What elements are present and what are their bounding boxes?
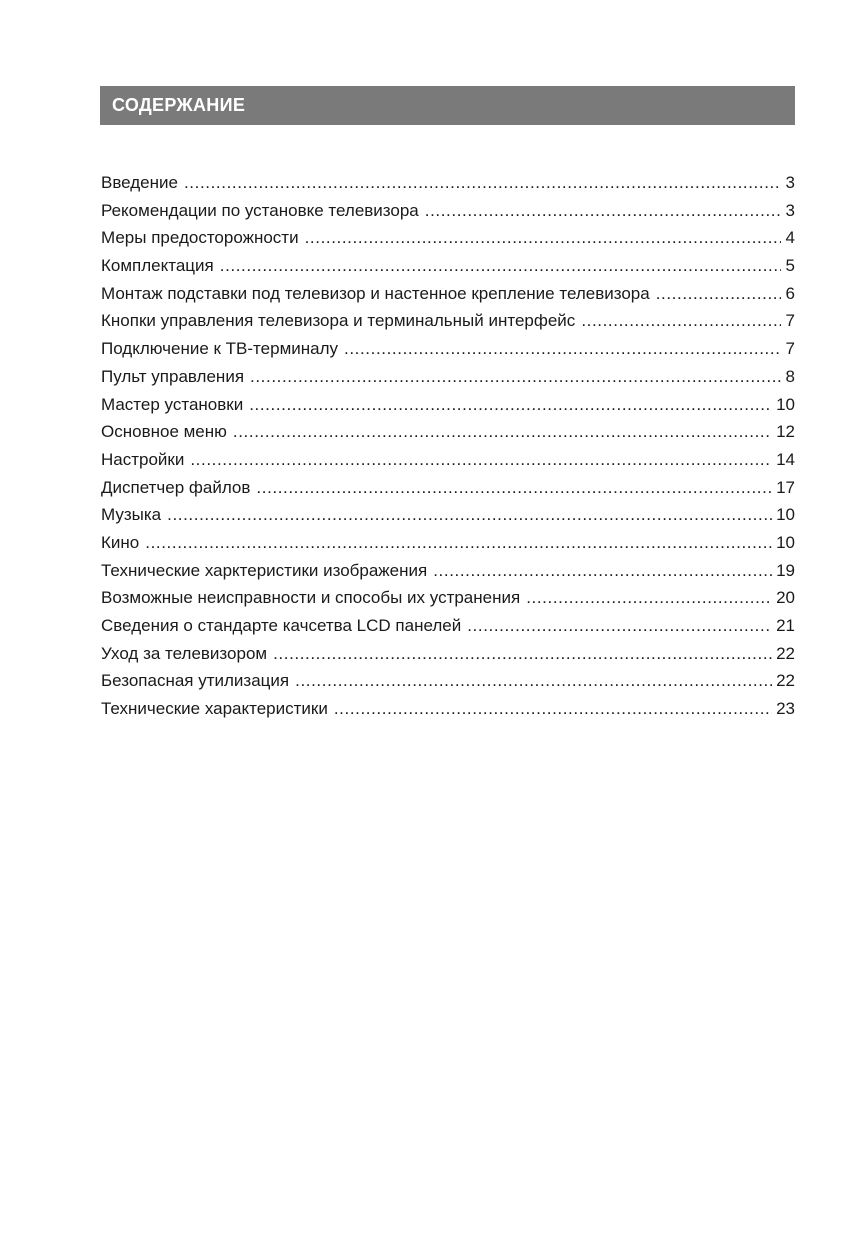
- toc-entry-title: Музыка: [101, 505, 162, 525]
- dot-leader: [167, 501, 772, 529]
- dot-leader: [233, 418, 772, 446]
- toc-entry-page: 3: [785, 200, 795, 220]
- toc-entry-title: Сведения о стандарте качсетва LCD панелей: [101, 616, 462, 635]
- toc-entry-page: 7: [785, 311, 795, 331]
- dot-leader: [145, 529, 772, 557]
- dot-leader: [184, 169, 781, 197]
- toc-entry-title: Подключение к ТВ-терминалу: [101, 339, 339, 359]
- toc-entry-page: 21: [776, 616, 795, 635]
- dot-leader: [656, 280, 781, 308]
- toc-entry-title: Рекомендации по установке телевизора: [101, 200, 419, 220]
- toc-entry-movies[interactable]: [101, 529, 795, 557]
- dot-leader: [433, 557, 772, 585]
- toc-entry-page: 10: [776, 394, 795, 414]
- toc-entry-safe-disposal[interactable]: [101, 667, 795, 695]
- toc-entry-page: 5: [785, 256, 795, 276]
- toc-entry-page: 6: [785, 283, 795, 303]
- dot-leader: [273, 640, 772, 668]
- toc-entry-page: 7: [785, 339, 795, 359]
- toc-entry-installation-recommendations[interactable]: [101, 197, 795, 225]
- toc-entry-title: Технические характеристики: [101, 699, 328, 719]
- dot-leader: [334, 695, 772, 723]
- toc-entry-title: Кнопки управления телевизора и терминальный интерфейс: [101, 311, 576, 331]
- toc-entry-title: Диспетчер файлов: [101, 477, 251, 497]
- dot-leader: [305, 224, 781, 252]
- toc-entry-precautions[interactable]: [101, 224, 795, 252]
- toc-entry-title: Настройки: [101, 449, 185, 469]
- dot-leader: [344, 335, 781, 363]
- toc-entry-page: 19: [776, 560, 795, 580]
- toc-entry-page: 14: [776, 449, 795, 469]
- dot-leader: [250, 363, 781, 391]
- toc-entry-remote-control[interactable]: [101, 363, 795, 391]
- toc-entry-package-contents[interactable]: [101, 252, 795, 280]
- toc-entry-tv-terminal-connection[interactable]: [101, 335, 795, 363]
- dot-leader: [220, 252, 781, 280]
- dot-leader: [526, 584, 772, 612]
- toc-entry-title: Технические харктеристики изображения: [101, 560, 428, 580]
- toc-entry-file-manager[interactable]: [101, 474, 795, 502]
- toc-entry-technical-specs[interactable]: [101, 695, 795, 723]
- contents-header-bar: [100, 86, 795, 125]
- dot-leader: [581, 307, 781, 335]
- toc-entry-title: Возможные неисправности и способы их устранения: [101, 588, 521, 608]
- toc-entry-page: 22: [776, 671, 795, 691]
- toc-entry-title: Введение: [101, 173, 178, 192]
- toc-entry-title: Меры предосторожности: [101, 228, 299, 248]
- toc-entry-title: Основное меню: [101, 422, 227, 442]
- toc-entry-title: Кино: [101, 532, 140, 552]
- toc-entry-lcd-panel-standard[interactable]: [101, 612, 795, 640]
- toc-entry-page: 20: [776, 588, 795, 608]
- toc-entry-title: Монтаж подставки под телевизор и настенное крепление телевизора: [101, 283, 650, 303]
- dot-leader: [249, 391, 772, 419]
- toc-entry-page: 23: [776, 699, 795, 719]
- toc-entry-setup-wizard[interactable]: [101, 391, 795, 419]
- toc-entry-stand-and-wall-mount[interactable]: [101, 280, 795, 308]
- toc-entry-title: Комплектация: [101, 256, 214, 276]
- dot-leader: [425, 197, 781, 225]
- toc-entry-title: Уход за телевизором: [101, 643, 268, 663]
- toc-entry-title: Мастер установки: [101, 394, 244, 414]
- dot-leader: [256, 474, 772, 502]
- toc-entry-page: 10: [776, 532, 795, 552]
- dot-leader: [467, 612, 772, 640]
- toc-entry-page: 3: [785, 173, 795, 192]
- toc-entry-settings[interactable]: [101, 446, 795, 474]
- toc-entry-main-menu[interactable]: [101, 418, 795, 446]
- toc-entry-music[interactable]: [101, 501, 795, 529]
- toc-entry-troubleshooting[interactable]: [101, 584, 795, 612]
- dot-leader: [295, 667, 772, 695]
- toc-entry-title: Безопасная утилизация: [101, 671, 290, 691]
- toc-entry-control-buttons-interface[interactable]: [101, 307, 795, 335]
- toc-entry-page: 17: [776, 477, 795, 497]
- table-of-contents: [101, 169, 795, 723]
- toc-entry-title: Пульт управления: [101, 366, 245, 386]
- toc-entry-page: 12: [776, 422, 795, 442]
- toc-entry-page: 4: [785, 228, 795, 248]
- toc-entry-page: 22: [776, 643, 795, 663]
- dot-leader: [190, 446, 772, 474]
- toc-entry-image-specs[interactable]: [101, 557, 795, 585]
- toc-entry-page: 10: [776, 505, 795, 525]
- toc-entry-page: 8: [785, 366, 795, 386]
- toc-entry-introduction[interactable]: [101, 169, 795, 197]
- contents-title: СОДЕРЖАНИЕ: [112, 95, 246, 115]
- toc-entry-tv-care[interactable]: [101, 640, 795, 668]
